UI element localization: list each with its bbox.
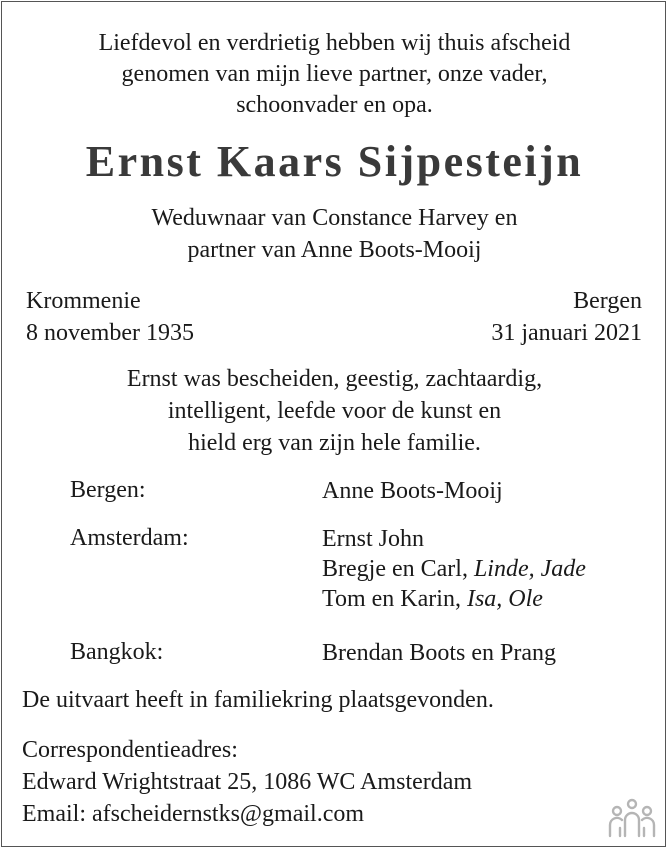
tribute-line: Ernst was bescheiden, geestig, zachtaardig, xyxy=(126,366,543,392)
intro-line: genomen van mijn lieve partner, onze vader, xyxy=(121,61,548,87)
family-member: Anne Boots-Mooij xyxy=(322,478,503,504)
family-member: Ernst John xyxy=(322,526,424,552)
family-names xyxy=(322,638,556,668)
family-names xyxy=(322,524,586,614)
tribute-line: hield erg van zijn hele familie. xyxy=(188,430,481,456)
relation-text xyxy=(0,202,669,266)
birth-info xyxy=(26,285,194,349)
deceased-name: Ernst Kaars Sijpesteijn xyxy=(85,137,584,186)
tribute-line: intelligent, leefde voor de kunst en xyxy=(167,398,502,424)
death-place: Bergen xyxy=(573,288,642,314)
family-member-children: Linde, Jade xyxy=(473,556,586,582)
family-member xyxy=(322,584,586,614)
intro-line: schoonvader en opa. xyxy=(236,92,433,118)
family-names xyxy=(322,476,503,506)
birth-place: Krommenie xyxy=(26,288,141,314)
correspondence-address: Edward Wrightstraat 25, 1086 WC Amsterdam xyxy=(22,769,473,795)
death-info xyxy=(491,285,642,349)
relation-line: Weduwnaar van Constance Harvey en xyxy=(151,205,518,231)
relation-line: partner van Anne Boots-Mooij xyxy=(187,237,482,263)
correspondence-label: Correspondentieadres: xyxy=(22,737,238,763)
correspondence-block xyxy=(22,734,472,830)
intro-text xyxy=(0,28,669,121)
family-location: Amsterdam: xyxy=(70,525,189,551)
family-member: Brendan Boots en Prang xyxy=(322,640,556,666)
family-member-children: Isa, Ole xyxy=(466,586,543,612)
intro-line: Liefdevol en verdrietig hebben wij thuis afscheid xyxy=(98,30,571,56)
correspondence-email: Email: afscheidernstks@gmail.com xyxy=(22,801,365,827)
funeral-note: De uitvaart heeft in familiekring plaatsgevonden. xyxy=(22,687,494,713)
tribute-text xyxy=(0,363,669,459)
family-member-parents: Tom en Karin, xyxy=(322,586,467,612)
birth-date: 8 november 1935 xyxy=(26,320,194,346)
family-location: Bangkok: xyxy=(70,639,164,665)
family-member-parents: Bregje en Carl, xyxy=(322,556,474,582)
death-date: 31 januari 2021 xyxy=(491,320,642,346)
people-group-icon xyxy=(606,798,658,838)
family-member xyxy=(322,554,586,584)
family-location: Bergen: xyxy=(70,477,146,503)
